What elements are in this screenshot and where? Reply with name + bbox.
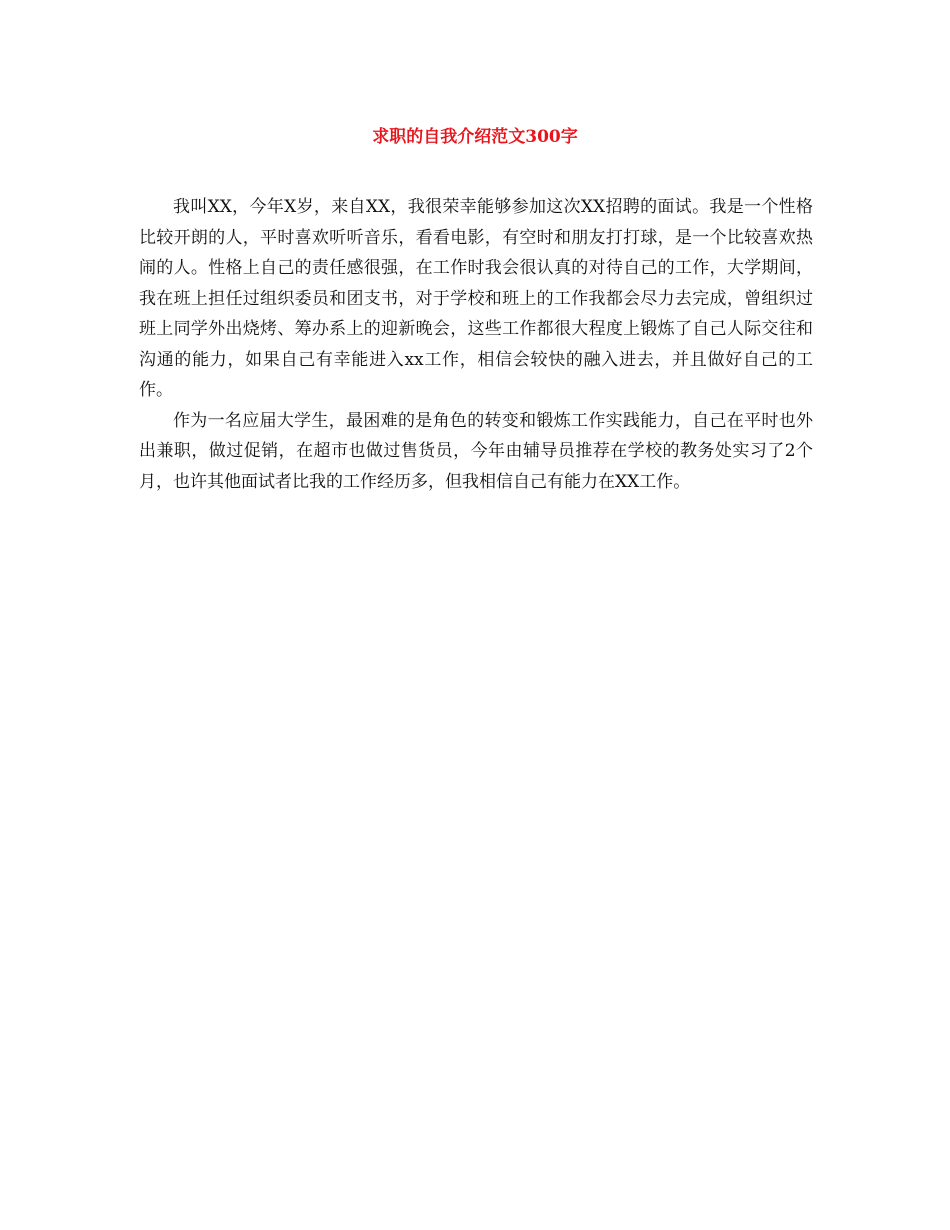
- document-title: 求职的自我介绍范文300字: [372, 127, 578, 147]
- paragraph-1: 我叫XX，今年X岁，来自XX，我很荣幸能够参加这次XX招聘的面试。我是一个性格比较开朗的人，平时喜欢听听音乐，看看电影，有空时和朋友打打球，是一个比较喜欢热闹的人。性格上自己的责任感很强，在工作时我会很认真的对待自己的工作，大学期间，我在班上担任过组织委员和团支书，对于学校和班上的工作我都会尽力去完成，曾组织过班上同学外出烧烤、筹办系上的迎新晚会，这些工作都很大程度上锻炼了自己人际交往和沟通的能力，如果自己有幸能进入xx工作，相信会较快的融入进去，并且做好自己的工作。: [139, 197, 813, 400]
- document-body: [139, 192, 813, 497]
- paragraph-2: 作为一名应届大学生，最困难的是角色的转变和锻炼工作实践能力，自己在平时也外出兼职，做过促销，在超市也做过售货员，今年由辅导员推荐在学校的教务处实习了2个月，也许其他面试者比我的工作经历多，但我相信自己有能力在XX工作。: [139, 410, 813, 492]
